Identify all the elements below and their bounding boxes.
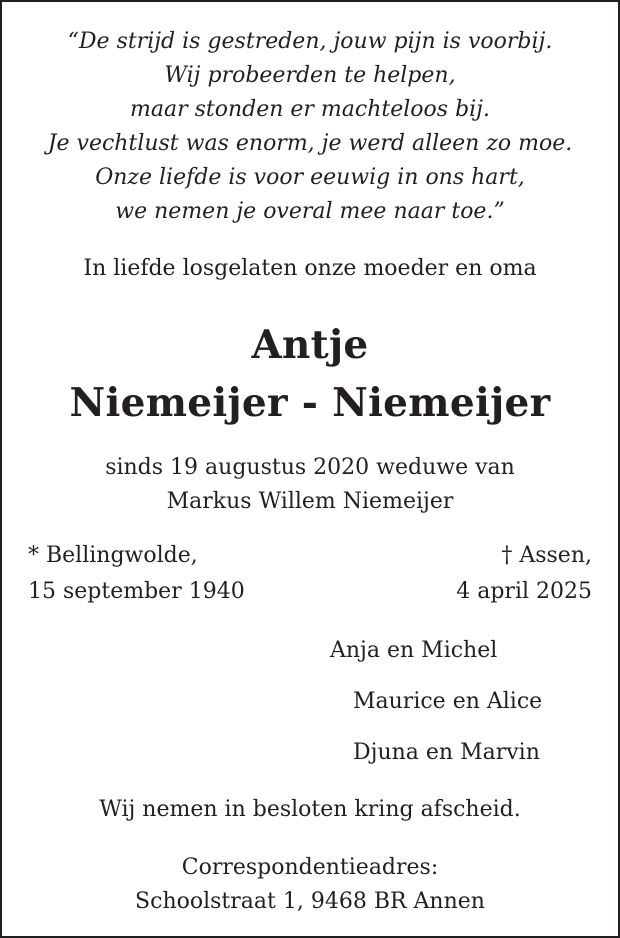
spouse-name: Markus Willem Niemeijer <box>166 489 454 514</box>
family-member: Djuna en Marvin <box>353 740 540 765</box>
poem-line: “De strijd is gestreden, jouw pijn is voorbij. <box>67 29 553 54</box>
poem-line: we nemen je overal mee naar toe.” <box>115 199 505 224</box>
family-member: Maurice en Alice <box>353 689 543 714</box>
death-place: † Assen, <box>501 543 592 568</box>
correspondence-label: Correspondentieadres: <box>181 855 439 880</box>
family-member: Anja en Michel <box>330 638 498 663</box>
poem-line: Je vechtlust was enorm, je werd alleen zo moe. <box>47 131 573 156</box>
poem-line: Wij probeerden te helpen, <box>164 63 456 88</box>
deceased-surname: Niemeijer - Niemeijer <box>69 380 551 426</box>
death-date: 4 april 2025 <box>456 579 592 604</box>
deceased-first-name: Antje <box>251 322 369 368</box>
birth-date: 15 september 1940 <box>28 579 245 604</box>
intro-text: In liefde losgelaten onze moeder en oma <box>83 256 537 281</box>
widow-line: sinds 19 augustus 2020 weduwe van <box>105 455 515 480</box>
correspondence-address: Schoolstraat 1, 9468 BR Annen <box>135 889 485 914</box>
birth-place: * Bellingwolde, <box>28 543 198 568</box>
poem-line: maar stonden er machteloos bij. <box>129 97 490 122</box>
poem-line: Onze liefde is voor eeuwig in ons hart, <box>95 165 525 190</box>
farewell-text: Wij nemen in besloten kring afscheid. <box>99 797 521 822</box>
